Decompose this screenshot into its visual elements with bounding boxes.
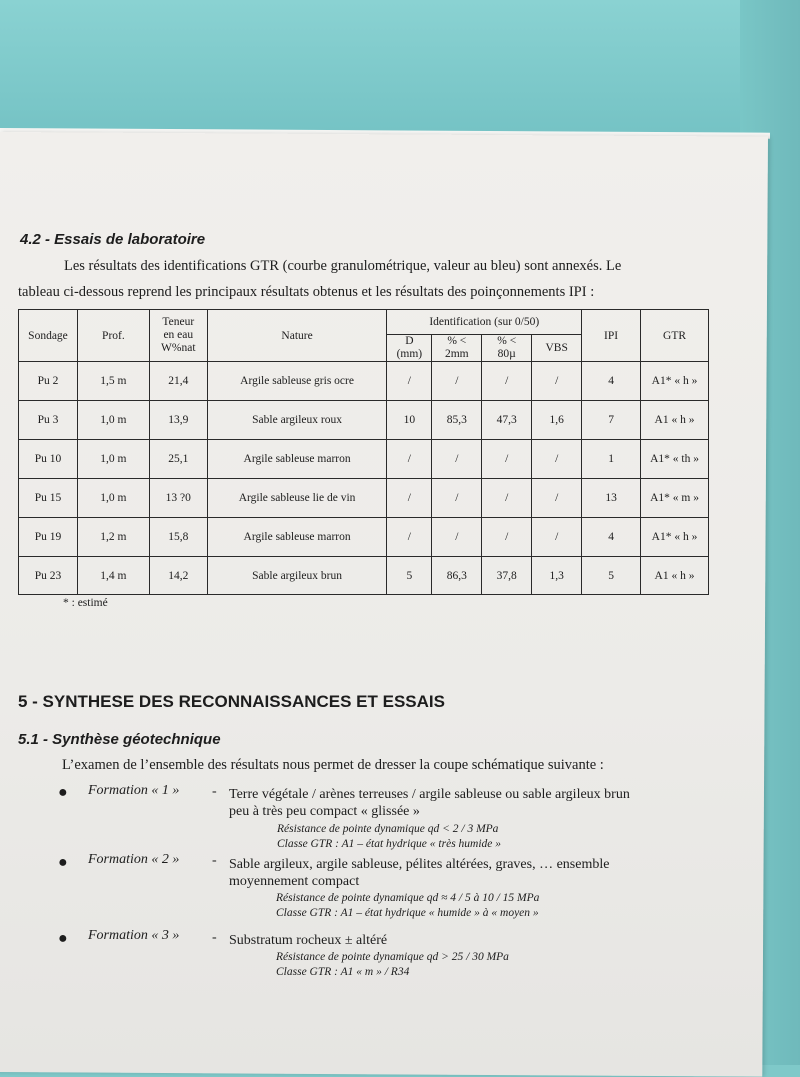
cell-prof: 1,0 m bbox=[77, 479, 149, 518]
cell-vbs: 1,6 bbox=[532, 401, 582, 440]
header-nature: Nature bbox=[207, 310, 387, 362]
header-pct-2mm-line1: % < bbox=[447, 335, 467, 347]
table-row bbox=[19, 401, 709, 440]
formation-resistance: Résistance de pointe dynamique qd > 25 / 30 MPa bbox=[276, 951, 509, 963]
cell-d: 10 bbox=[387, 401, 432, 440]
section-5-1-title: 5.1 - Synthèse géotechnique bbox=[18, 731, 221, 748]
cell-vbs: 1,3 bbox=[532, 557, 582, 595]
formation-label: Formation « 2 » bbox=[88, 852, 180, 867]
cell-pct-2mm: / bbox=[432, 440, 482, 479]
cell-nature: Argile sableuse gris ocre bbox=[207, 362, 387, 401]
formation-desc-line1: Terre végétale / arènes terreuses / argile sableuse ou sable argileux brun bbox=[229, 787, 630, 802]
cell-nature: Argile sableuse marron bbox=[207, 440, 387, 479]
table-row bbox=[19, 440, 709, 479]
cell-d: / bbox=[387, 440, 432, 479]
cell-vbs: / bbox=[532, 479, 582, 518]
formation-gtr-class: Classe GTR : A1 – état hydrique « humide » à « moyen » bbox=[276, 907, 539, 919]
formation-desc-line2: moyennement compact bbox=[229, 874, 360, 889]
header-teneur bbox=[149, 310, 207, 362]
header-teneur-line2: en eau bbox=[163, 329, 194, 341]
formation-desc-line2: peu à très peu compact « glissée » bbox=[229, 804, 420, 819]
cell-ipi: 7 bbox=[582, 401, 641, 440]
cell-ipi: 4 bbox=[582, 362, 641, 401]
cell-teneur: 25,1 bbox=[149, 440, 207, 479]
cell-pct-2mm: 86,3 bbox=[432, 557, 482, 595]
cell-ipi: 13 bbox=[582, 479, 641, 518]
table-row bbox=[19, 362, 709, 401]
dash-separator: - bbox=[212, 853, 217, 868]
cell-sondage: Pu 2 bbox=[19, 362, 78, 401]
formation-desc-line1: Substratum rocheux ± altéré bbox=[229, 933, 388, 948]
header-identification: Identification (sur 0/50) bbox=[387, 310, 582, 335]
formation-label: Formation « 1 » bbox=[88, 783, 180, 798]
intro-line-1: Les résultats des identifications GTR (courbe granulométrique, valeur au bleu) sont annexés. Le bbox=[64, 258, 622, 274]
cell-sondage: Pu 19 bbox=[19, 518, 78, 557]
cell-sondage: Pu 15 bbox=[19, 479, 78, 518]
section-5-title: 5 - SYNTHESE DES RECONNAISSANCES ET ESSAIS bbox=[18, 692, 445, 711]
cell-ipi: 1 bbox=[582, 440, 641, 479]
cell-d: / bbox=[387, 518, 432, 557]
bullet-icon: ● bbox=[58, 930, 68, 947]
cell-vbs: / bbox=[532, 440, 582, 479]
cell-gtr: A1 « h » bbox=[641, 557, 709, 595]
header-pct-80u bbox=[482, 335, 532, 362]
header-pct-2mm-line2: 2mm bbox=[444, 348, 469, 360]
header-d-line2: (mm) bbox=[396, 348, 423, 360]
cell-gtr: A1* « m » bbox=[641, 479, 709, 518]
header-vbs: VBS bbox=[532, 335, 582, 362]
cell-prof: 1,0 m bbox=[77, 401, 149, 440]
header-prof: Prof. bbox=[77, 310, 149, 362]
cell-ipi: 5 bbox=[582, 557, 641, 595]
formation-resistance: Résistance de pointe dynamique qd ≈ 4 / 5 à 10 / 15 MPa bbox=[276, 892, 540, 904]
table-row bbox=[19, 557, 709, 595]
cell-prof: 1,2 m bbox=[77, 518, 149, 557]
header-d bbox=[387, 335, 432, 362]
cell-pct-2mm: 85,3 bbox=[432, 401, 482, 440]
intro-line-2: tableau ci-dessous reprend les principaux résultats obtenus et les résultats des poinçonnements IPI : bbox=[18, 284, 595, 300]
formation-label: Formation « 3 » bbox=[88, 928, 180, 943]
table-footnote: * : estimé bbox=[63, 597, 108, 609]
cell-prof: 1,5 m bbox=[77, 362, 149, 401]
cell-pct-80u: / bbox=[482, 440, 532, 479]
cell-prof: 1,0 m bbox=[77, 440, 149, 479]
header-gtr: GTR bbox=[641, 310, 709, 362]
cell-d: / bbox=[387, 362, 432, 401]
cell-nature: Sable argileux brun bbox=[207, 557, 387, 595]
cell-pct-2mm: / bbox=[432, 479, 482, 518]
header-teneur-line3: W%nat bbox=[161, 342, 196, 354]
cell-teneur: 13,9 bbox=[149, 401, 207, 440]
header-d-line1: D bbox=[405, 335, 414, 347]
bullet-icon: ● bbox=[58, 784, 68, 801]
cell-d: 5 bbox=[387, 557, 432, 595]
cell-teneur: 14,2 bbox=[149, 557, 207, 595]
header-sondage: Sondage bbox=[19, 310, 78, 362]
cell-gtr: A1* « th » bbox=[641, 440, 709, 479]
table-row bbox=[19, 479, 709, 518]
formation-desc-line1: Sable argileux, argile sableuse, pélites altérées, graves, … ensemble bbox=[229, 857, 610, 872]
formation-gtr-class: Classe GTR : A1 – état hydrique « très humide » bbox=[277, 838, 502, 850]
cell-d: / bbox=[387, 479, 432, 518]
header-pct-2mm bbox=[432, 335, 482, 362]
cell-teneur: 21,4 bbox=[149, 362, 207, 401]
dash-separator: - bbox=[212, 784, 217, 799]
cell-teneur: 15,8 bbox=[149, 518, 207, 557]
cell-pct-2mm: / bbox=[432, 518, 482, 557]
cell-pct-80u: 37,8 bbox=[482, 557, 532, 595]
section-4-2-title: 4.2 - Essais de laboratoire bbox=[20, 231, 206, 248]
formation-gtr-class: Classe GTR : A1 « m » / R34 bbox=[276, 966, 410, 978]
cell-pct-2mm: / bbox=[432, 362, 482, 401]
cell-vbs: / bbox=[532, 362, 582, 401]
cell-prof: 1,4 m bbox=[77, 557, 149, 595]
bullet-icon: ● bbox=[58, 854, 68, 871]
header-ipi: IPI bbox=[582, 310, 641, 362]
header-pct-80u-line2: 80µ bbox=[497, 348, 516, 360]
cell-gtr: A1* « h » bbox=[641, 518, 709, 557]
cell-nature: Sable argileux roux bbox=[207, 401, 387, 440]
cell-sondage: Pu 3 bbox=[19, 401, 78, 440]
section-5-intro: L’examen de l’ensemble des résultats nous permet de dresser la coupe schématique suivante : bbox=[62, 757, 604, 773]
cell-teneur: 13 ?0 bbox=[149, 479, 207, 518]
cell-vbs: / bbox=[532, 518, 582, 557]
cell-pct-80u: / bbox=[482, 518, 532, 557]
cell-gtr: A1* « h » bbox=[641, 362, 709, 401]
lab-results-table bbox=[18, 309, 709, 595]
cell-ipi: 4 bbox=[582, 518, 641, 557]
cell-nature: Argile sableuse marron bbox=[207, 518, 387, 557]
header-pct-80u-line1: % < bbox=[497, 335, 517, 347]
header-teneur-line1: Teneur bbox=[162, 316, 195, 328]
cell-pct-80u: / bbox=[482, 479, 532, 518]
cell-gtr: A1 « h » bbox=[641, 401, 709, 440]
cell-pct-80u: / bbox=[482, 362, 532, 401]
cell-pct-80u: 47,3 bbox=[482, 401, 532, 440]
formation-resistance: Résistance de pointe dynamique qd < 2 / 3 MPa bbox=[277, 823, 499, 835]
cell-nature: Argile sableuse lie de vin bbox=[207, 479, 387, 518]
table-row bbox=[19, 518, 709, 557]
cell-sondage: Pu 23 bbox=[19, 557, 78, 595]
dash-separator: - bbox=[212, 930, 217, 945]
cell-sondage: Pu 10 bbox=[19, 440, 78, 479]
